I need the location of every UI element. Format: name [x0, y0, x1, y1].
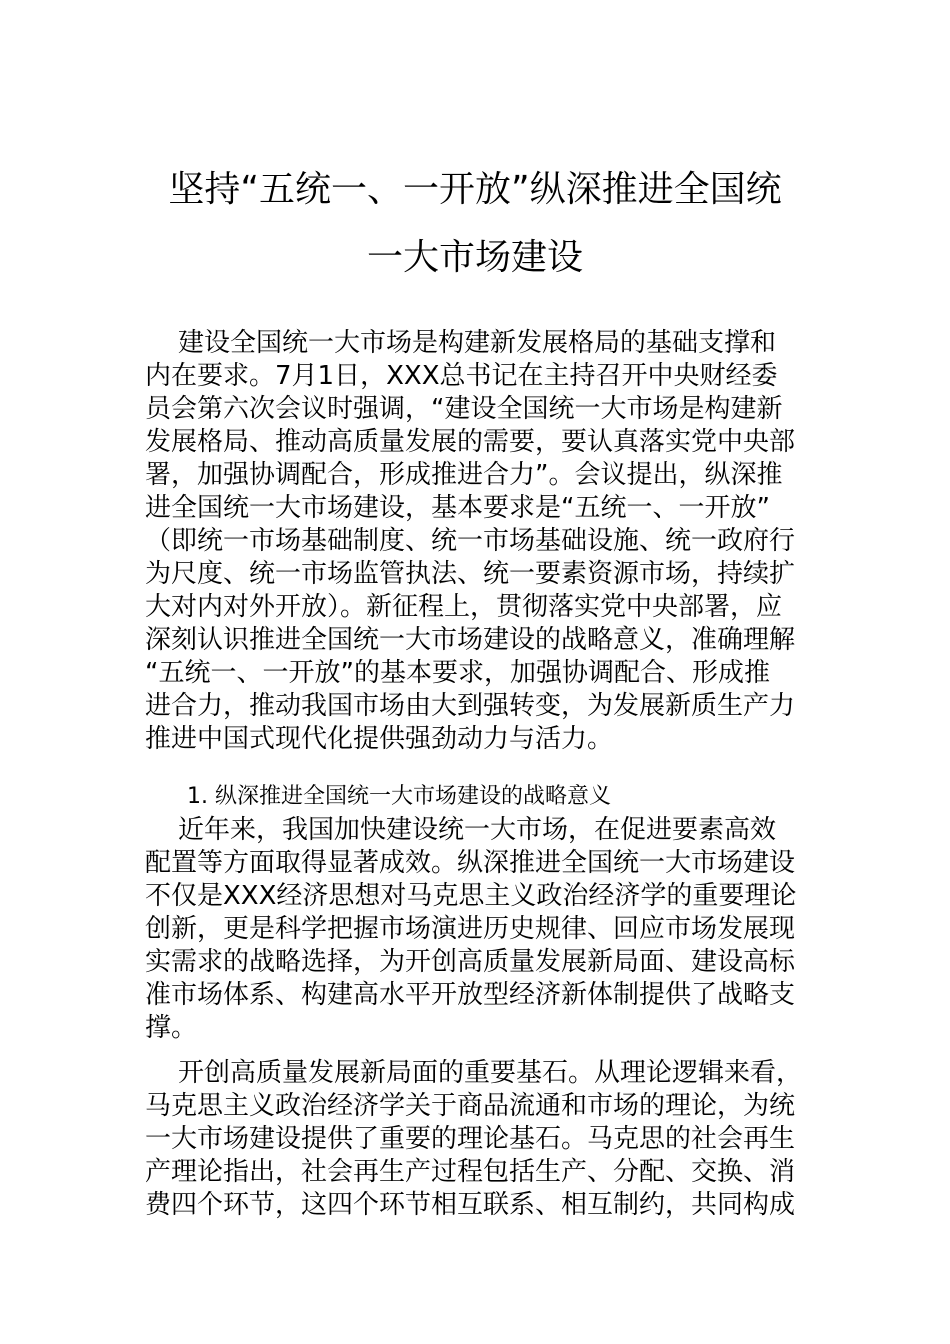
- paragraph-line: 创新，更是科学把握市场演进历史规律、回应市场发展现: [145, 914, 796, 944]
- paragraph-line: 推进中国式现代化提供强劲动力与活力。: [145, 724, 614, 754]
- paragraph-line: 不仅是XXX经济思想对马克思主义政治经济学的重要理论: [145, 881, 797, 911]
- paragraph-foundation: [145, 1057, 835, 1222]
- paragraph-line: 撑。: [145, 1013, 198, 1043]
- paragraph-line: 进合力，推动我国市场由大到强转变，为发展新质生产力: [145, 691, 796, 721]
- section-heading-text: 1. 纵深推进全国统一大市场建设的战略意义: [145, 784, 611, 809]
- paragraph-line: 产理论指出，社会再生产过程包括生产、分配、交换、消: [145, 1157, 796, 1187]
- paragraph-line: “五统一、一开放”的基本要求，加强协调配合、形成推: [145, 658, 770, 688]
- paragraph-line: （即统一市场基础制度、统一市场基础设施、统一政府行: [145, 526, 796, 556]
- paragraph-line: 进全国统一大市场建设，基本要求是“五统一、一开放”: [145, 493, 770, 523]
- paragraph-line: 为尺度、统一市场监管执法、统一要素资源市场，持续扩: [145, 559, 796, 589]
- paragraph-line: 一大市场建设提供了重要的理论基石。马克思的社会再生: [145, 1124, 796, 1154]
- paragraph-line: 实需求的战略选择，为开创高质量发展新局面、建设高标: [145, 947, 796, 977]
- document-title-line-2: 一大市场建设: [366, 237, 583, 278]
- section-heading: [145, 780, 835, 813]
- paragraph-line: 近年来，我国加快建设统一大市场，在促进要素高效: [145, 815, 777, 845]
- paragraph-line: 建设全国统一大市场是构建新发展格局的基础支撑和: [145, 328, 777, 358]
- paragraph-line: 大对内对外开放）。新征程上，贯彻落实党中央部署，应: [145, 592, 783, 622]
- paragraph-line: 署，加强协调配合，形成推进合力”。会议提出，纵深推: [145, 460, 783, 490]
- paragraph-line: 准市场体系、构建高水平开放型经济新体制提供了战略支: [145, 980, 796, 1010]
- paragraph-line: 深刻认识推进全国统一大市场建设的战略意义，准确理解: [145, 625, 796, 655]
- paragraph-line: 发展格局、推动高质量发展的需要，要认真落实党中央部: [145, 427, 796, 457]
- paragraph-line: 员会第六次会议时强调，“建设全国统一大市场是构建新: [145, 394, 783, 424]
- paragraph-line: 马克思主义政治经济学关于商品流通和市场的理论，为统: [145, 1091, 796, 1121]
- paragraph-intro: [145, 327, 835, 756]
- document-title-line-1: 坚持“五统一、一开放”纵深推进全国统: [168, 169, 782, 210]
- paragraph-line: 开创高质量发展新局面的重要基石。从理论逻辑来看，: [145, 1058, 803, 1088]
- paragraph-line: 内在要求。7月1日，XXX总书记在主持召开中央财经委: [145, 361, 778, 391]
- paragraph-line: 配置等方面取得显著成效。纵深推进全国统一大市场建设: [145, 848, 796, 878]
- paragraph-line: 费四个环节，这四个环节相互联系、相互制约，共同构成: [145, 1190, 796, 1220]
- paragraph-strategic-significance: [145, 814, 835, 1045]
